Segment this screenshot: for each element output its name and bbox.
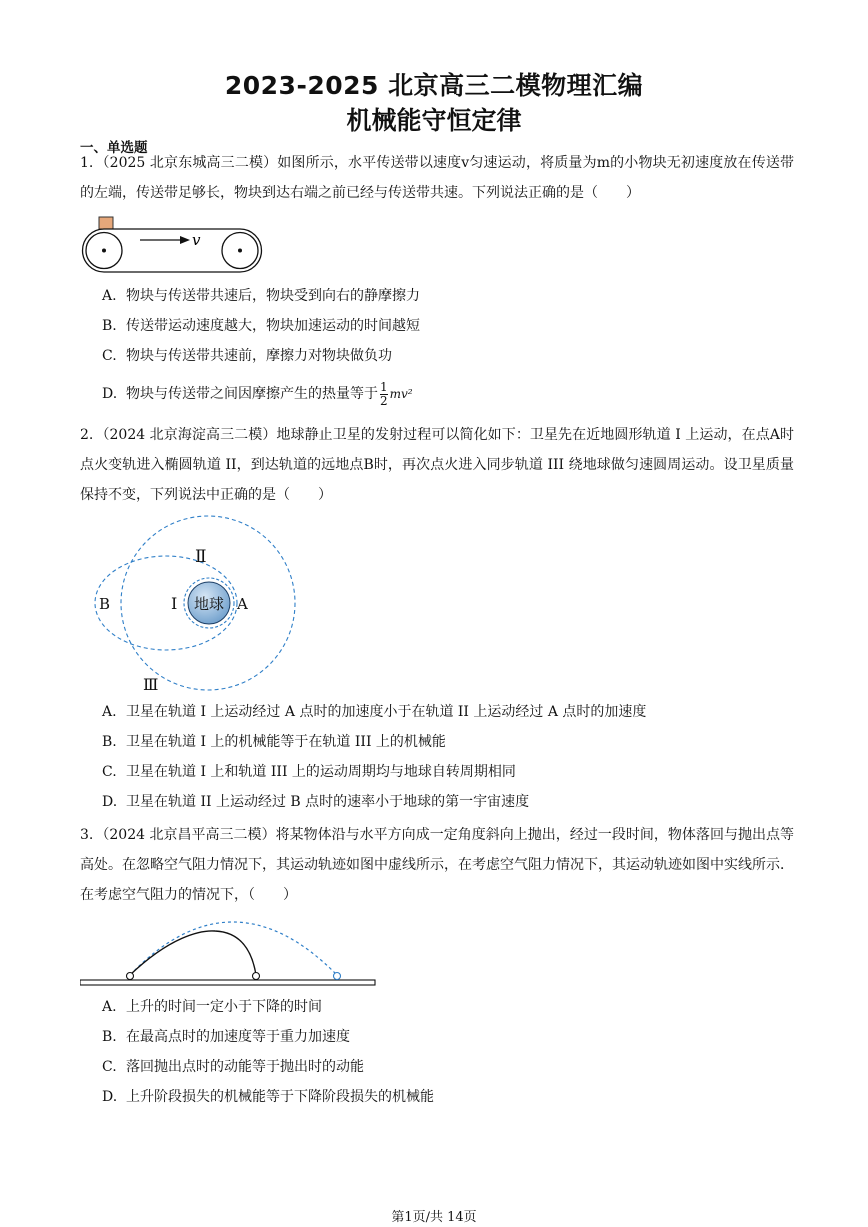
- trajectory-figure: [80, 912, 380, 990]
- trajectory-with-air-resistance: [130, 931, 256, 975]
- document-subtitle: 机械能守恒定律: [346, 106, 522, 135]
- earth-label: 地球: [194, 595, 225, 613]
- question-number: 2.: [80, 427, 94, 443]
- q3-option-c[interactable]: C. 落回抛出点时的动能等于抛出时的动能: [102, 1059, 364, 1075]
- q1-option-d[interactable]: D. 物块与传送带之间因摩擦产生的热量等于 $\frac{1}{2}$ mv²: [102, 379, 413, 408]
- q3-option-d[interactable]: D. 上升阶段损失的机械能等于下降阶段损失的机械能: [102, 1089, 434, 1105]
- point-b-label: B: [99, 595, 111, 613]
- question-3: [80, 820, 794, 910]
- left-axle: [102, 249, 106, 253]
- block-shape: [99, 217, 113, 229]
- question-number: 1.: [80, 155, 94, 171]
- orbit-3-label: Ⅲ: [143, 675, 159, 692]
- velocity-arrowhead: [180, 236, 190, 244]
- q2-option-d[interactable]: D. 卫星在轨道 II 上运动经过 B 点时的速率小于地球的第一宇宙速度: [102, 794, 530, 810]
- question-text: （2025 北京东城高三二模）如图所示，水平传送带以速度v匀速运动，将质量为m的小物块无初速度放在传送带的左端，传送带足够长，物块到达右端之前已经与传送带共速。下列说法正确的是（ ）: [80, 155, 794, 201]
- point-a-label: A: [237, 595, 248, 613]
- conveyor-belt-figure: [80, 212, 270, 276]
- orbit-1-label: Ⅰ: [171, 594, 178, 613]
- orbit-2-label: Ⅱ: [195, 547, 207, 567]
- orbit-figure: [90, 512, 305, 692]
- velocity-label: v: [192, 231, 201, 249]
- document-title: 2023-2025 北京高三二模物理汇编: [224, 71, 644, 100]
- question-1: [80, 148, 794, 208]
- q1-option-c[interactable]: C. 物块与传送带共速前，摩擦力对物块做负功: [102, 348, 392, 364]
- section-heading: 一、单选题: [80, 140, 148, 156]
- q3-option-a[interactable]: A. 上升的时间一定小于下降的时间: [102, 999, 322, 1015]
- question-text: （2024 北京昌平高三二模）将某物体沿与水平方向成一定角度斜向上抛出，经过一段时间，物体落回与抛出点等高处。在忽略空气阻力情况下，其运动轨迹如图中虚线所示，在考虑空气阻力情况下，其运动轨迹如图中实线所示．在考虑空气阻力的情况下，（ ）: [80, 827, 794, 903]
- right-axle: [238, 249, 242, 253]
- q2-option-b[interactable]: B. 卫星在轨道 I 上的机械能等于在轨道 III 上的机械能: [102, 734, 446, 750]
- q1-option-b[interactable]: B. 传送带运动速度越大，物块加速运动的时间越短: [102, 318, 420, 334]
- question-2: [80, 420, 794, 510]
- question-text: （2024 北京海淀高三二模）地球静止卫星的发射过程可以简化如下：卫星先在近地圆形轨道 I 上运动，在点A时点火变轨进入椭圆轨道 II，到达轨道的远地点B时，再次点火进入同步轨道 III 绕地球做匀速圆周运动。设卫星质量保持不变，下列说法中正确的是（ ）: [80, 427, 794, 503]
- ground-surface: [80, 980, 375, 985]
- q2-option-a[interactable]: A. 卫星在轨道 I 上运动经过 A 点时的加速度小于在轨道 II 上运动经过 A 点时的加速度: [102, 704, 647, 720]
- landing-point-without-drag: [334, 973, 341, 980]
- page-footer: 第1页/共 14页: [391, 1210, 477, 1225]
- fraction: $\frac{1}{2}$: [380, 379, 388, 408]
- question-number: 3.: [80, 827, 94, 843]
- q2-option-c[interactable]: C. 卫星在轨道 I 上和轨道 III 上的运动周期均与地球自转周期相同: [102, 764, 516, 780]
- launch-point: [127, 973, 134, 980]
- q1-option-a[interactable]: A. 物块与传送带共速后，物块受到向右的静摩擦力: [102, 288, 420, 304]
- trajectory-without-air-resistance: [130, 922, 337, 975]
- landing-point-with-drag: [253, 973, 260, 980]
- q3-option-b[interactable]: B. 在最高点时的加速度等于重力加速度: [102, 1029, 350, 1045]
